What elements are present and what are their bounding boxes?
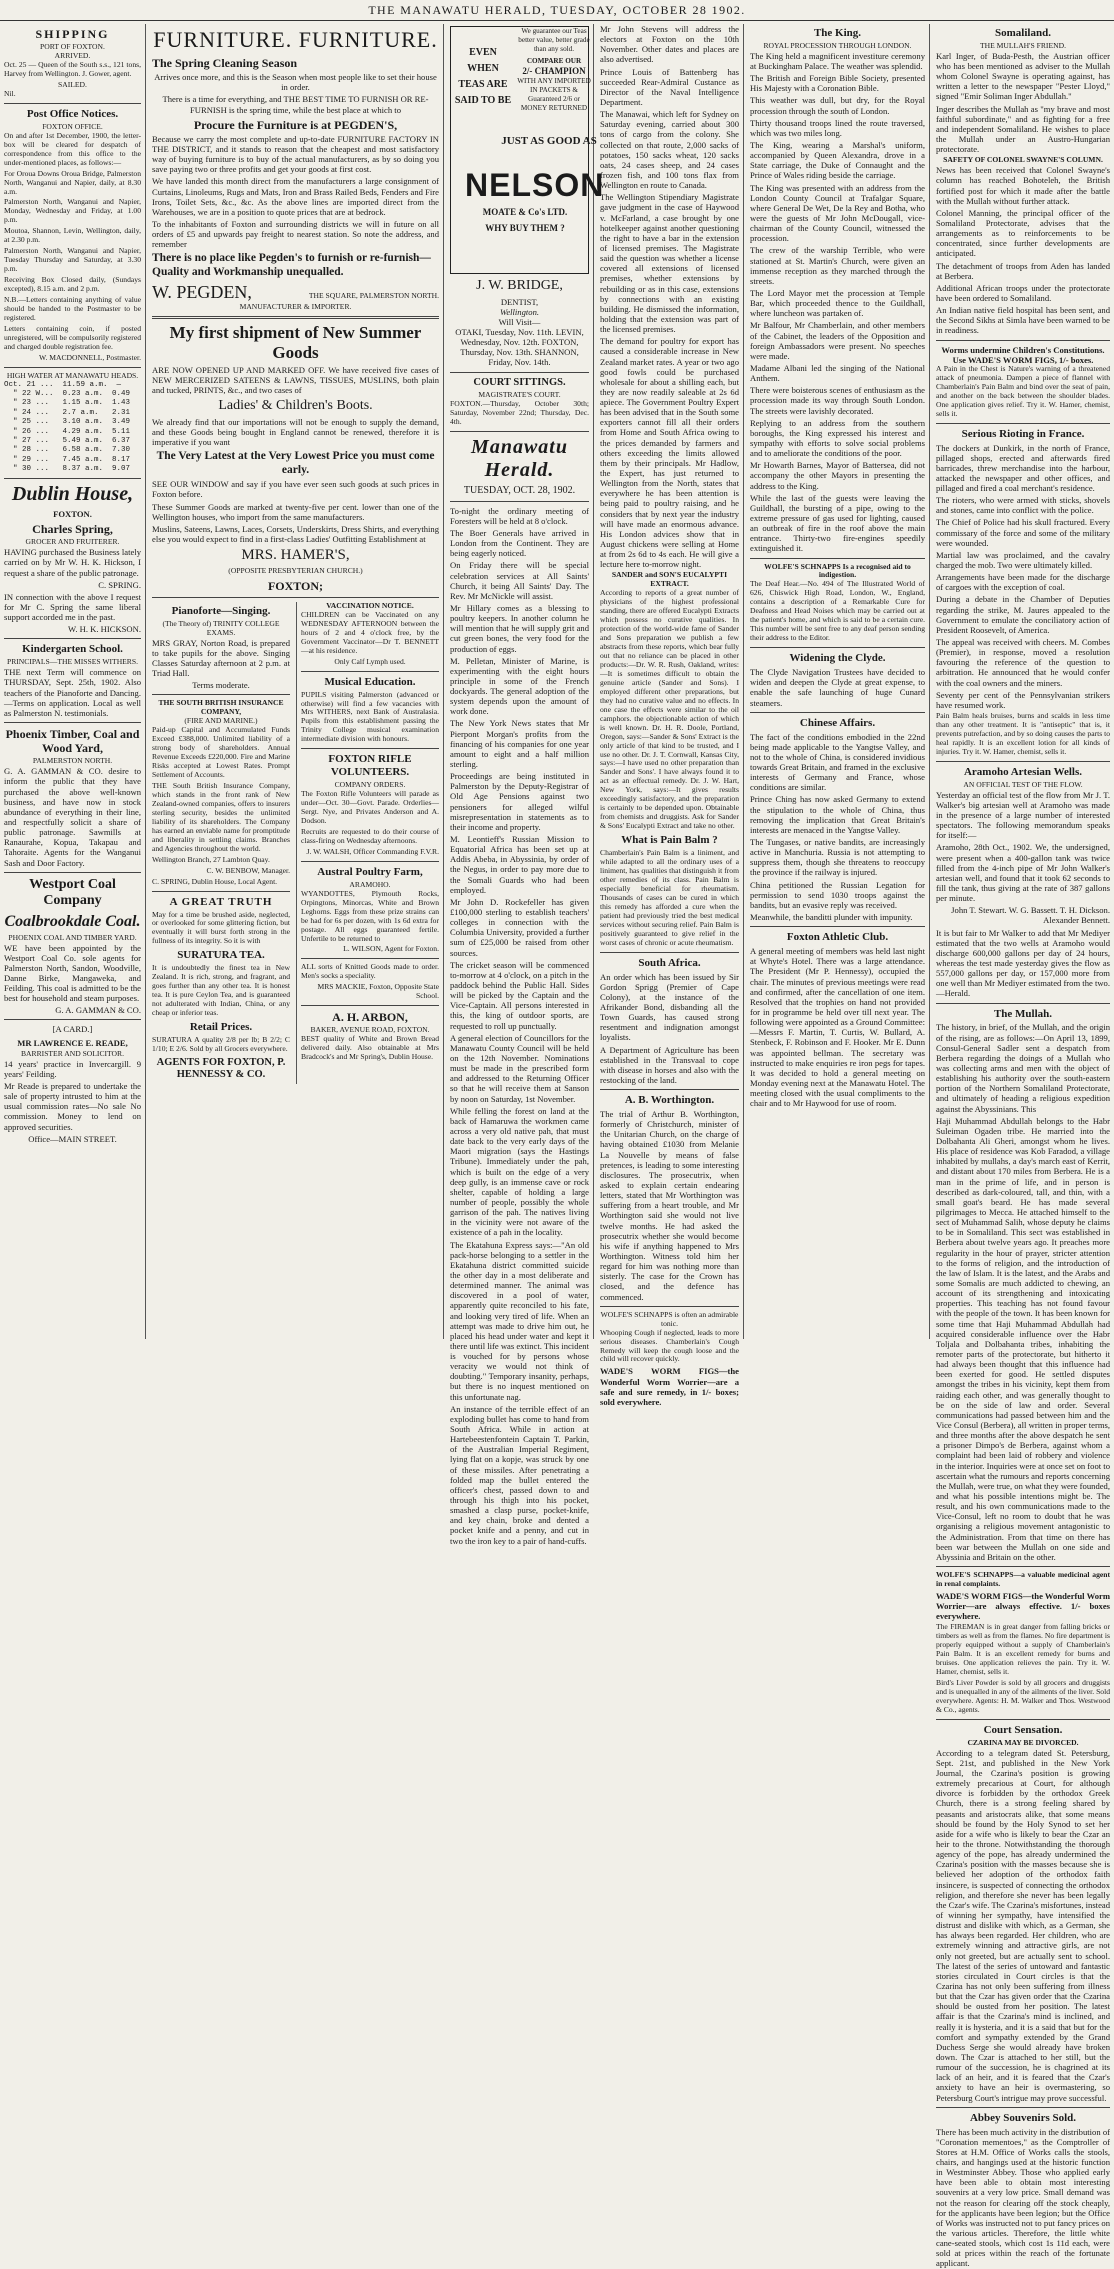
news-text-13: The Ekatahuna Express says:—"An old pack-horse belonging to a settler in the Ekatahuna district committed suicide the other day in a most deliberate and determined manner. The animal was discovered in a pool of water, apparently quite reconciled to his fate, and looking very tired of life. When an attempt was made to drive him out, he placed his head under water and kept it there until life was extinct. This incident is vouched for by persons whose veracity we would not think of doubting." Temporary insanity, perhaps, but there is no inquest mentioned on this unfortunate nag. bbox=[450, 1239, 589, 1402]
bridge-visit: Will Visit— bbox=[498, 316, 541, 327]
column-3 bbox=[446, 24, 605, 1546]
insurance-text: Paid-up Capital and Accumulated Funds Exceed £388,000. Unlimited liability of a strong body of shareholders. Annual Revenue Exceeds £220,000. Fire and Marine Risks accepted at Lowest Rates. Prompt Settlement of Accounts. bbox=[152, 725, 290, 780]
news-text-1: To-night the ordinary meeting of Foresters will be held at 8 o'clock. bbox=[450, 505, 589, 526]
pain-balm-text: Chamberlain's Pain Balm is a liniment, and while adapted to all the ordinary uses of a liniment, has qualities that distinguish it from other remedies of its class. Pain Balm is especially beneficial for rheumatism. Thousands of cases can be cured in which this remedy has afforded a cure when the patient had previously tried the best medical services without securing relief. Pain Balm is positively guaranteed to give relief in the worst cases of chronic or acute rheumatism. bbox=[600, 848, 739, 947]
spring-signature: C. SPRING. bbox=[98, 579, 141, 590]
whooping-cough-text: Whooping Cough if neglected, leads to more serious diseases. Chamberlain's Cough Remedy will keep the cough loose and the child will recover quickly. bbox=[600, 1327, 739, 1364]
kindergarten-heading: Kindergarten School. bbox=[22, 643, 123, 656]
pegden-sub: MANUFACTURER & IMPORTER. bbox=[239, 301, 352, 311]
coal-text: WE have been appointed by the Westport Coal Co. sole agents for Palmerston North, Sandon, Woodville, Danne Birke, Mangaweka, and Feilding. This coal is admitted to be the best for household and steam purposes. bbox=[4, 942, 141, 1004]
col4-text-3: The Manawai, which left for Sydney on Saturday evening, carried about 300 tons of cargo from the colony. She collected on that route, 2,000 sacks of potatoes, 150 sacks wheat, 120 sacks oats, 24 cases sheep, and 24 cases frozen fish, and 100 tons flax from Wellington en route to Canada. bbox=[600, 109, 739, 191]
coal-signature: G. A. GAMMAN & CO. bbox=[55, 1005, 141, 1016]
knitting-signature: MRS MACKIE, Foxton, Opposite State School. bbox=[317, 982, 439, 1001]
south-africa-text-2: A Department of Agriculture has been established in the Transvaal to cope with disease in horses and also with the restocking of the land. bbox=[600, 1044, 739, 1085]
court-heading: COURT SITTINGS. bbox=[473, 376, 566, 388]
post-text-4: Moutoa, Shannon, Levin, Wellington, daily, at 2.30 p.m. bbox=[4, 226, 141, 245]
poultry-heading: Austral Poultry Farm, bbox=[317, 865, 423, 878]
just-as-text: JUST AS GOOD AS bbox=[501, 135, 597, 147]
reade-text: 14 years' practice in Invercargill. 9 years' Feilding. bbox=[4, 1058, 141, 1079]
worthington-text: The trial of Arthur B. Worthington, formerly of Christchurch, minister of the Unitarian Church, on the charge of having obtained £1030 from Melanie La Nouvelle by means of false pretences, is leading to some interesting disclosures. The prosecutrix, when asked to explain certain endearing letters, stated that Mr Worthington was suffering from a heart trouble, and Mr Worthington said she would not live twelve months. He had asked the prosecutrix whether she would become his wife if anything happened to Mrs Worthington. Witness told him her regard for him was nothing more than sisterly. The case for the Crown has closed, and the defence has commenced. bbox=[600, 1109, 739, 1302]
king-text-7: The crew of the warship Terrible, who were stationed at St. Martin's Church, were given an immense reception as they marched through the streets. bbox=[750, 245, 925, 286]
phoenix-sub: PALMERSTON NORTH. bbox=[32, 756, 113, 766]
coal-sub: PHOENIX COAL AND TIMBER YARD. bbox=[8, 932, 137, 942]
insurance-text-2: THE South British Insurance Company, which stands in the front rank of New Zealand-owned companies, offers to insurers sterling security, besides the unlimited liability of its shareholders. The Company has earned an enviable name for promptitude and liberality in settling claims. Branches and Agencies throughout the world. bbox=[152, 781, 290, 853]
post-text-6: Receiving Box Closed daily, (Sundays excepted), 8.15 a.m. and 2 p.m. bbox=[4, 275, 141, 294]
south-africa-heading: South Africa. bbox=[638, 956, 701, 969]
somaliland-text-1: Karl Inger, of Buda-Pesth, the Austrian officer who has been mentioned as adviser to the Mullah whom Colonel Swayne is operating against, has written a letter to the newspaper "Pester Lloyd," signed "Emir Soliman Inger Abdullah." bbox=[936, 50, 1110, 102]
rioting-text-6: During a debate in the Chamber of Deputies regarding the strike, M. Jaures appealed to the Government to emulate the conciliatory action of President Roosevelt, of America. bbox=[936, 594, 1110, 635]
bridge-text: OTAKI, Tuesday, Nov. 11th. LEVIN, Wednesday, Nov. 12th. FOXTON, Thursday, Nov. 13th. SHANNON, Friday, Nov. 14th. bbox=[455, 326, 584, 368]
news-text-11: A general election of Councillors for the Manawatu County Council will be held on the 12th November. Nominations must be made in the prescribed form and addressed to the Returning Officer so that he will receive them at Sanson by noon on Saturday, 1st November. bbox=[450, 1032, 589, 1104]
shipment-text-4: These Summer Goods are marked at twenty-five per cent. lower than one of the Wellington houses, who import from the same manufacturers. bbox=[152, 501, 439, 522]
safety-text-5: An Indian native field hospital has been sent, and the Second Sikhs at Simla have been warned to be in readiness. bbox=[936, 305, 1110, 336]
tea-guarantee: We guarantee our Teas better value, better grade than any sold. bbox=[518, 27, 590, 53]
insurance-sub: (FIRE AND MARINE.) bbox=[184, 716, 258, 726]
king-sub: ROYAL PROCESSION THROUGH LONDON. bbox=[763, 40, 912, 50]
procure-heading: Procure the Furniture is at PEGDEN'S, bbox=[193, 117, 398, 132]
boots-heading: Ladies' & Children's Boots. bbox=[218, 398, 373, 414]
suratura-text: It is undoubtedly the finest tea in New Zealand. It is rich, strong, and fragrant, and goes further than any other tea. It is honest tea. It is pure Ceylon Tea, and is guaranteed not adulterated with Indian, China, or any cheap or inferior teas. bbox=[152, 963, 290, 1018]
hamer-sub: (OPPOSITE PRESBYTERIAN CHURCH.) bbox=[228, 565, 363, 575]
shipment-text-2: We already find that our importations will not be enough to supply the demand, and these Goods being bought in England cannot be renewed, therefore it is imperative if you want bbox=[152, 416, 439, 447]
news-text-2: The Boer Generals have arrived in London from the Continent. They are being eagerly noticed. bbox=[450, 527, 589, 559]
dublin-house-sub: FOXTON. bbox=[53, 508, 92, 519]
king-text-12: Replying to an address from the southern boroughs, the King expressed his interest and sympathy with efforts to solve social problems and to ameliorate the conditions of the poor. bbox=[750, 417, 925, 459]
piano-sub: (The Theory of) TRINITY COLLEGE EXAMS. bbox=[162, 618, 280, 637]
why-buy-text: WHY BUY THEM ? bbox=[485, 223, 565, 233]
safety-heading: SAFETY OF COLONEL SWAYNE'S COLUMN. bbox=[943, 155, 1103, 165]
court-sub: MAGISTRATE'S COURT. bbox=[478, 389, 561, 399]
south-africa-text: An order which has been issued by Sir Gordon Sprigg (Premier of Cape Colony), at the instance of the Afrikander Bond, disbanding all the Town Guards, has caused strong resentment and indignation amongst loyalists. bbox=[600, 971, 739, 1043]
safety-text-3: The detachment of troops from Aden has landed at Berbera. bbox=[936, 260, 1110, 281]
no-place-heading: There is no place like Pegden's to furnish or re-furnish—Quality and Workmanship unequalled. bbox=[152, 252, 431, 278]
post-text-8: Letters containing coin, if posted unregistered, will be compulsorily registered and charged double registration fee. bbox=[4, 323, 141, 351]
sailed-label: SAILED. bbox=[58, 79, 87, 89]
worthington-heading: A. B. Worthington. bbox=[624, 1094, 715, 1107]
news-text-3: On Friday there will be special celebration services at All Saints' Church, it being All Saints' Day. The Rev. Mr McNickle will assist. bbox=[450, 560, 589, 601]
chinese-heading: Chinese Affairs. bbox=[799, 716, 876, 729]
arbon-sub: BAKER, AVENUE ROAD, FOXTON. bbox=[310, 1025, 430, 1035]
column-2-right bbox=[296, 602, 439, 1084]
kindergarten-text: THE next Term will commence on THURSDAY, Sept. 25th, 1902. Also teachers of the Pianoforte and Dancing.—Terms on application. Local as well as Palmerston N. testimonials. bbox=[4, 667, 141, 718]
clyde-heading: Widening the Clyde. bbox=[789, 652, 886, 665]
rioting-text-9: Pain Balm heals bruises, burns and scalds in less time than any other treatment. It is "antiseptic" that is, it prevents putrefaction, and by so doing causes the parts to heal rapidly. It is an excellent lotion for all kinds of injuries. Try it. W. Hamer, chemist, sells it. bbox=[936, 711, 1110, 756]
furniture-text-1: Arrives once more, and this is the Season when most people like to set their house in order. bbox=[154, 72, 437, 93]
even-when-text: EVEN WHEN TEAS ARE SAID TO BE bbox=[454, 47, 512, 106]
hickson-text: IN connection with the above I request for Mr C. Spring the same liberal support accorded me in the past. bbox=[4, 591, 141, 623]
rifle-heading: FOXTON RIFLE VOLUNTEERS. bbox=[328, 753, 412, 779]
king-text-1: The King held a magnificent investiture ceremony at Buckingham Palace. The weather was splendid. bbox=[750, 50, 925, 72]
nelson-brand: NELSON bbox=[465, 167, 605, 203]
abbey-heading: Abbey Souvenirs Sold. bbox=[969, 2111, 1077, 2124]
vaccination-note: Only Calf Lymph used. bbox=[334, 656, 406, 666]
agents-heading: AGENTS FOR FOXTON, P. HENNESSY & CO. bbox=[156, 1056, 286, 1081]
chinese-text-1: The fact of the conditions embodied in the 22nd being made applicable to the Yangtse Valley, and not to the whole of China, is considered invidious towards Great Britain, and framed in the exclusive interests of Germany and France, whose conditions are similar. bbox=[750, 731, 925, 793]
tea-advert-right bbox=[515, 27, 593, 113]
post-text-3: Palmerston North, Wanganui and Napier, Monday, Wednesday and Friday, at 1.00 p.m. bbox=[4, 197, 141, 225]
worms-heading: Worms undermine Children's Constitutions. Use WADE'S WORM FIGS, 1/- boxes. bbox=[941, 344, 1105, 365]
furniture-text-2: There is a time for everything, and THE BEST TIME TO FURNISH OR RE-FURNISH is the spring time, while the best place at which to bbox=[162, 94, 429, 115]
post-text-2: For Oroua Downs Oroua Bridge, Palmerston North, Wanganui and Napier, daily, at 8.30 a.m. bbox=[4, 168, 141, 196]
tide-table: Oct. 21 ... 11.59 a.m. — " 22 W... 0.23 a.m. 0.49 " 23 ... 1.15 a.m. 1.43 " 24 ... 2.7 a.m. 2.31 " 25 ... 3.10 a.m. 3.49 " 26 ... 4.29 a.m. 5.11 " 27 ... 5.49 a.m. 6.37 " 28 ... 6.58 a.m. 7.30 " 29 ... 7.45 a.m. 8.17 " 30 ... 8.37 a.m. 9.07 bbox=[4, 380, 131, 473]
deaf-text: The Deaf Hear.—No. 494 of The Illustrated World of 626, Chiswick High Road, London, W., England, contains a description of a Remarkable Cure for Deafness and Head Noises which may be carried out at the patient's home, and which is said to be a certain cure. This number will be sent free to any deaf person sending their address to the Editor. bbox=[750, 579, 925, 643]
col4-text-4: The Wellington Stipendiary Magistrate gave judgment in the case of Haywood v. McFarland, a case brought by one hotelkeeper against another questioning the right to have a bar in the extension of licensed premises. The Magistrate said the question was whether a license covered all extensions of licensed premises, whether extensions by rebuilding or as in this case, extensions by connections with an existing building. He dismissed the information, holding that the extension was part of the licensed premises. bbox=[600, 192, 739, 335]
truth-text: May for a time be brushed aside, neglected, or overlooked for some glittering fiction, but eventually it will burst forth strong in the fullness of its integrity. So it is with bbox=[152, 909, 290, 946]
retail-text: SURATURA A quality 2/8 per lb; B 2/2; C 1/10; E 2/6. Sold by all Grocers everywhere. bbox=[152, 1034, 290, 1053]
worms-text: A Pain in the Chest is Nature's warning of a threatened attack of pneumonia. Dampen a piece of flannel with Chamberlain's Pain Balm and bind over the seat of pain, and another on the back between the shoulder blades. One application gives relief. Try it. W. Hamer, chemist, sells it. bbox=[936, 363, 1110, 418]
news-text-5: M. Pelletan, Minister of Marine, is experimenting with the eight hours principle in some of the French dockyards. The general adoption of the system depends upon the amount of work done. bbox=[450, 655, 589, 717]
chinese-text-2: Prince Ching has now asked Germany to extend the stipulation to the whole of China, thus removing the implication that Great Britain's interests are menaced in the Yangtse Valley. bbox=[750, 794, 925, 835]
insurance-heading: THE SOUTH BRITISH INSURANCE COMPANY, bbox=[158, 698, 284, 717]
musical-heading: Musical Education. bbox=[324, 675, 416, 688]
post-text-5: Palmerston North, Wanganui and Napier, Tuesday Thursday and Saturday, at 3.30 p.m. bbox=[4, 246, 141, 274]
safety-text-4: Additional African troops under the protectorate have been ordered to Somaliland. bbox=[936, 282, 1110, 303]
haji-text: Haji Muhammad Abdullah belongs to the Habr Suleiman Ogaden tribe. He married into the Dolbahanta Ali Gheri, amongst whom he lives. His place of residence was Kob Faradod, a village inhabited by mullahs, a day's march east of Kerrit, and distant about 170 miles from Berbera. He is a man in the prime of life, and in person is described as dark-coloured, tall, and thin, with a small goat's beard. He has made several pilgrimages to Mecca. He attached himself to the sect of Muhammad Salih, whose deputy he claims to be in Somaliland. This sect was established in Berbera about twelve years ago. It preaches more regularity in the hour of prayer, stricter attention to the forms of religion, and the introduction of the law of Islam. It is the latest, and the Arabs and some Somalis are much addicted to chewing, an account of its strengthening and intoxicating properties. This teaching has not found favour with the people of the town. It has been known for some time that Haji Muhammad Abdullah had acquired considerable influence over the Habr Toljala and Dolbahanta tribes, inhabiting the remoter parts of the protectorate, but hitherto it had always been thought that this influence had been exerted for good. He settled disputes amongst the tribes in his vicinity, kept them from raiding each other, and was generally thought to be on the side of law and order. Several communications had passed between him and the Vice Consul (Berbera), all written in proper terms, and three months after the above despatch he sent a prisoner Dimpo's de Berbera, against whom a complaint had been laid of robbery and violence in the interior. Inquiries were at once set on foot to ascertain what the rumours and reports concerning the Mullah, were true, on what they were founded, and what his possible intentions might be. The result, and his own communications made to the Vice-Consul, left no room to doubt that he was organising a religious movement antagonistic to the Administration. From that time on there has been war between the Mullah on one side and Abyssinia and Britain on the other. bbox=[936, 1115, 1110, 1562]
truth-heading: A GREAT TRUTH bbox=[169, 895, 273, 908]
piano-terms: Terms moderate. bbox=[192, 680, 250, 691]
with-any-text: WITH ANY IMPORTED IN PACKETS & Guaranteed 2/6 or MONEY RETURNED bbox=[517, 77, 591, 113]
mullah-text: The history, in brief, of the Mullah, and the origin of the rising, are as follows:—On April 13, 1899, Consul-General Sadler sent a despatch from Berbera regarding the doings of a Mullah who was collecting arms and men with the object of establishing his authority over the south-eastern portion of the Northern Somaliland Protectorate, and ultimately of heading a religious expedition against the Abyssinians. This bbox=[936, 1022, 1110, 1114]
kindergarten-sub: PRINCIPALS—THE MISSES WITHERS. bbox=[6, 657, 138, 667]
fireman-text: The FIREMAN is in great danger from falling bricks or timbers as well as from the flames. No fire department is properly equipped without a supply of Chamberlain's Pain Balm. It is an excellent remedy for burns and bruises. One application relieves the pain. Try it. W. Hamer, chemist, sells it. bbox=[936, 1622, 1110, 1677]
vaccination-heading: VACCINATION NOTICE. bbox=[326, 600, 414, 610]
reade-heading: MR LAWRENCE E. READE, bbox=[17, 1037, 128, 1048]
chinese-text-3: The Tungases, or native bandits, are increasingly active in Manchuria. Russia is not attempting to suppress them, though she threatens to reoccupy the province if the railway is injured. bbox=[750, 837, 925, 878]
news-text-12: While felling the forest on land at the back of Hamaruwa the workmen came across a very old native pah, that must date back to the very early days of the Maori migration (says the Hastings Tribune). Immediately under the pah, which is built on the edge of a very deep gully, is an immense cave or rock shelter, capable of holding a large number of people, possibly the whole garrison of the pah. The natives living in the vicinity were not aware of the existence of a pah in the locality. bbox=[450, 1105, 589, 1238]
pain-balm-heading: What is Pain Balm ? bbox=[621, 834, 718, 847]
post-office-heading: Post Office Notices. bbox=[26, 107, 119, 120]
insurance-agent: C. SPRING, Dublin House, Local Agent. bbox=[152, 876, 278, 886]
mullah-heading: The Mullah. bbox=[993, 1007, 1053, 1020]
liver-powder-text: Bird's Liver Powder is sold by all grocers and druggists and is unequalled in any of the ailments of the liver. Sold everywhere. Agents: H. M. Walker and Thos. Westwood & Co., agents. bbox=[936, 1677, 1110, 1714]
somaliland-text-2: Inger describes the Mullah as "my brave and most faithful subordinate," and as fighting for a free and independent Somaliland. He wishes to place the Mullah under an Austro-Hungarian protectorate. bbox=[936, 103, 1110, 155]
aramoho-text-3: It is but fair to Mr Walker to add that Mr Mediyer estimated that the two wells at Aramoho would discharge 600,000 gallons per day of 24 hours, whereas the test made yesterday gives the flow as 557,000 gallons per day, or 157,000 more from one well than Mr Mediyer estimated from the two.—Herald. bbox=[936, 927, 1110, 999]
court-text: FOXTON.—Thursday, October 30th; Saturday, November 22nd; Thursday, Dec. 4th. bbox=[450, 398, 589, 426]
nelson-company: MOATE & Co's LTD. bbox=[482, 207, 568, 217]
column-4 bbox=[596, 24, 744, 1407]
col4-text-1: Mr John Stevens will address the electors at Foxton on the 10th November. Other dates and places are also advertised. bbox=[600, 24, 739, 65]
insurance-address: Wellington Branch, 27 Lambton Quay. bbox=[152, 854, 270, 864]
king-text-14: While the last of the guests were leaving the Guildhall, the bursting of a pipe, owing to the extreme pressure of gas used for lighting, caused an outbreak of fire in the roof above the main entrance. Thirty-two fire-engines speedily extinguished it. bbox=[750, 492, 925, 554]
arrived-text: Oct. 25 — Queen of the South s.s., 121 tons, Harvey from Wellington. J. Gower, agent. bbox=[4, 60, 141, 79]
hamer-heading: MRS. HAMER'S, bbox=[241, 547, 350, 564]
card-label: [A CARD.] bbox=[52, 1024, 93, 1035]
post-text-1: On and after 1st December, 1900, the letter-box will be cleared for despatch of correspondence from this office to the under-mentioned places, as follows:— bbox=[4, 130, 141, 167]
czarina-heading: CZARINA MAY BE DIVORCED. bbox=[967, 1737, 1079, 1747]
news-text-9: Mr John D. Rockefeller has given £100,000 sterling to establish teachers' colleges in connection with the Columbia University, provided a further sum of £25,000 be raised from other sources. bbox=[450, 896, 589, 958]
safety-text-1: News has been received that Colonel Swayne's column has reached Bohoteleh, the British fortified post for which it made after the battle with the Mullah without further attack. bbox=[936, 165, 1110, 206]
king-text-5: The King, wearing a Marshal's uniform, accompanied by Queen Alexandra, drove in a State carriage, the Duke of Connaught and the Prince of Wales riding beside the carriage. bbox=[750, 140, 925, 181]
charles-spring-sub: GROCER AND FRUITERER. bbox=[25, 537, 120, 547]
reade-sub: BARRISTER AND SOLICITOR. bbox=[20, 1048, 125, 1058]
rioting-text-5: Arrangements have been made for the discharge of cargoes with the exception of coal. bbox=[936, 572, 1110, 593]
rioting-text-7: The appeal was received with cheers. M. Combes (Premier), in response, moved a resolution favouring the reference of the question to arbitration. He announced that he would confer with the coal owners and the miners. bbox=[936, 637, 1110, 688]
port-heading: PORT OF FOXTON. bbox=[40, 42, 105, 52]
rifle-text-2: Recruits are requested to do their course of class-firing on Wednesday afternoons. bbox=[301, 826, 439, 845]
bridge-heading: J. W. BRIDGE, bbox=[476, 278, 563, 293]
post-text-7: N.B.—Letters containing anything of value should be handed to the Postmaster to be registered. bbox=[4, 295, 141, 322]
wolfe-heading: WOLFE'S SCHNAPPS Is a recognised aid to indigestion. bbox=[764, 561, 911, 580]
arrived-label: ARRIVED. bbox=[54, 51, 91, 61]
aramoho-sub: AN OFFICIAL TEST OF THE FLOW. bbox=[963, 779, 1083, 789]
bridge-town: Wellington. bbox=[499, 306, 540, 317]
nil-text: Nil. bbox=[4, 88, 16, 98]
coalbrookdale-heading: Coalbrookdale Coal. bbox=[4, 912, 141, 930]
safety-text-2: Colonel Manning, the principal officer of the Somaliland Protectorate, advises that the arrangements as to reinforcements to be concentrated, since further developments are anticipated. bbox=[936, 207, 1110, 259]
rioting-text-3: The Chief of Police had his skull fractured. Every commissary of the force and some of the military were wounded. bbox=[936, 517, 1110, 548]
wade-notice-2: WADE'S WORM FIGS—the Wonderful Worm Worrier—are always effective. 1/- boxes everywhere. bbox=[936, 1590, 1110, 1622]
champion-text: 2/- CHAMPION bbox=[522, 66, 586, 76]
clyde-text: The Clyde Navigation Trustees have decided to widen and deepen the Clyde at great expense, to enable the safe launching of huge Cunard steamers. bbox=[750, 667, 925, 708]
knitting-text: ALL sorts of Knitted Goods made to order. Men's socks a speciality. bbox=[301, 962, 439, 981]
abbey-text: There has been much activity in the distribution of "Coronation mementoes," as the Comptroller of Stores at H.M. Office of Works calls the stools, chairs, and hangings used at the historic function in Westminster Abbey. Those who applied early have been able to obtain most interesting souvenirs at a very low price. Small demand was not the reason for clearing off the stock cheaply, for the applicants have been legion; but the Office of Works was instructed not to put fancy prices on the various articles. Therefore, the little white cane-seated stools, which cost 1s 11d each, were sold at prices within the reach of the fortunate applicant. bbox=[936, 2126, 1110, 2269]
bridge-sub: DENTIST, bbox=[500, 296, 539, 307]
hamer-town: FOXTON; bbox=[267, 578, 324, 593]
arbon-text: BEST quality of White and Brown Bread delivered daily. Also obtainable at Mrs Bradcock's and Mr Spring's, Dublin House. bbox=[301, 1034, 439, 1062]
spring-cleaning-heading: The Spring Cleaning Season bbox=[152, 55, 298, 70]
furniture-text-3: Because we carry the most complete and up-to-date FURNITURE FACTORY IN THE DISTRICT, and it stands to reason that the cheapest and most satisfactory way of buying furniture is to buy of the actual manufacturers, as by so doing you save paying two or three profits and get your goods at first cost. bbox=[152, 133, 439, 175]
nelson-tea-advert bbox=[450, 26, 605, 274]
westport-heading: Westport Coal Company bbox=[29, 876, 116, 909]
vaccination-text: CHILDREN can be Vaccinated on any WEDNESDAY AFTERNOON between the hours of 2 and 4 o'clock free, by the Government Vaccinator—Dr T. BENNETT—at his residence. bbox=[301, 609, 439, 655]
phoenix-heading: Phoenix Timber, Coal and Wood Yard, bbox=[5, 726, 140, 756]
king-text-2: The British and Foreign Bible Society, presented His Majesty with a Coronation Bible. bbox=[750, 73, 925, 94]
rifle-sub: COMPANY ORDERS. bbox=[334, 780, 406, 790]
news-text-14: An instance of the terrible effect of an exploding bullet has come to hand from South Africa. While in action at Hartebeestenfontein Captain T. Parkin, of the Australian Imperial Regiment, lying flat on a kopje, was struck by one of these missiles. After penetrating a folded map the bullet entered the officer's chest, passed down to and through his thigh into his pocket, smashed a clasp purse, pocket-knife, and key chain, broke and dented a pocket knife and a penny, and cut in two the iron key to a pair of hand-cuffs. bbox=[450, 1403, 589, 1546]
wolfe-notice-2: WOLFE'S SCHNAPPS—a valuable medicinal agent in renal complaints. bbox=[936, 1569, 1110, 1588]
king-text-9: Mr Balfour, Mr Chamberlain, and other members of the Cabinet, the leaders of the Opposition and foreign Ambassadors were present. No speeches were made. bbox=[750, 320, 925, 361]
col4-text-5: The demand for poultry for export has caused a considerable increase in New Zealand market rates. A year or two ago good fowls could be purchased wholesale for about a shilling each, but they are now readily saleable at 2s 6d apiece. The Government Poultry Expert has been advised that in the South some exporters cannot fill all their orders from Home and South Africa owing to the prices demanded by farmers and others exceeding the limits allowed them by their principals. Mr Hadlow, the Expert, has just returned to Wellington from the North, states that everywhere he has been attention is being paid to poultry raising, and he considers that by next year the industry will have made an enormous advance. His London advices show that in August chickens were selling at Home at from 2s 6d to 4s each. He will give a lecture here to-morrow night. bbox=[600, 336, 739, 570]
rioting-text-4: Martial law was proclaimed, and the cavalry charged the mob. Two were ultimately killed. bbox=[936, 549, 1110, 571]
poultry-sub: ARAMOHO. bbox=[349, 879, 391, 889]
arbon-heading: A. H. ARBON, bbox=[332, 1010, 408, 1025]
news-text-8: M. Leontieff's Russian Mission to Equatorial Africa has been set up at Addis Abeba, in Abyssinia, by order of the Negus, in order to pay more due to the Somali Guards who had been employed. bbox=[450, 834, 589, 895]
dublin-house-heading: Dublin House, bbox=[11, 483, 134, 506]
musical-text: PUPILS visiting Palmerston (advanced or otherwise) will find a few vacancies with Mrs WITHERS, next Bank of Australasia. Pupils from this establishment passing the Trinity College musical examination intermediate division with honours. bbox=[301, 689, 439, 744]
news-text-7: Proceedings are being instituted in Palmerston by the Deputy-Registrar of Old Age Pensions against two pensioners for alleged wilful misrepresentation in statements as to their income and property. bbox=[450, 771, 589, 832]
king-text-10: Madame Albani led the singing of the National Anthem. bbox=[750, 363, 925, 384]
col4-text-2: Prince Louis of Battenberg has succeeded Rear-Admiral Custance as Director of the Naval Intelligence Department. bbox=[600, 66, 739, 107]
column-2-left bbox=[152, 602, 290, 1084]
news-text-6: The New York News states that Mr Pierpont Morgan's profits from the financing of his companies for one year amount to eight and a half million sterling. bbox=[450, 718, 589, 770]
column-1 bbox=[0, 24, 146, 1339]
rifle-text: The Foxton Rifle Volunteers will parade as under—Oct. 30—Govt. Parade. Orderlies—Sergt. Nye, and Privates Anderson and A. Dodson. bbox=[301, 789, 439, 826]
czarina-text: According to a telegram dated St. Petersburg, Sept. 21st, and published in the New York Journal, the Czarina's position is growing extremely precarious at Court, for although divorce is forbidden by the orthodox Greek Church, there is a strong feeling shared by peasants and aristocrats alike, that some means should be found by the Holy Synod to set her aside for a wife who is likely to bear the Czar an heir to the throne. Notwithstanding the thorough agency of the pope, has already undermined the Czarina's position with the masses because she is believed her adoption of the orthodox faith insincere, is suspected of connecting the orthodox religion, and therefore she never has been legally the Czar's wife. The Czarina's misfortunes, instead of winning her sympathy, have intensified the distrust and dislike with which, as a German, she has always been regarded. Her children, who are extremely winning and attractive girls, are not only not greeted, but are actually sent to school. The latest of the series of untoward and fantastic stories circulated in Court circles is that the Czarina has not only been suffering from illness but that the Czar has given order that the Czarina should be ousted from her position. The latest affair is that the Czarina's mind is inclined, and really it is hysteria, and it is a said that but for the comfort and sympathy extended by the Grand Duchess Serge she would already have broken down. The Czar is attached to her still, but the rumour of the succession, he is chagrined at its lack of an heir, and it is feared that the Czar's anxiety to have an heir is overmastering, so Petersburg Court's intrigue may prove successful. bbox=[936, 1747, 1110, 2103]
king-text-4: Thirty thousand troops lined the route traversed, which was two miles long. bbox=[750, 117, 925, 138]
news-text-4: Mr Hillary comes as a blessing to poultry keepers. In another column he will mention that he will supply grit and cut green bones, the very food for the production of eggs. bbox=[450, 602, 589, 654]
athletic-text: A general meeting of members was held last night at Whyte's Hotel. There was a large attendance. The President (Mr P. Hennessy), occupied the chair. The minutes of previous meetings were read and confirmed, after the cancellation of one item. Resolved that the trophies on hand not provided for in programme be held over till next year. The following were appointed as a Ground Committee:—Messrs F. Martin, T. Curtis, W. Bullard, A. Stenbeck, F. Robinson and F. Hooker. Mr E. Dunn was appointed bellman. The secretary was instructed to make enquiries re iron pegs for tapes. It was decided to hold a general meeting on Monday evening next at the Manawatu Hotel. The meeting closed with the usual compliments to the chair and to Mr Haywood for use of room. bbox=[750, 946, 925, 1109]
issue-date: TUESDAY, OCT. 28, 1902. bbox=[463, 484, 576, 496]
retail-heading: Retail Prices. bbox=[189, 1021, 253, 1034]
king-heading: The King. bbox=[813, 27, 862, 39]
reade-office: Office—MAIN STREET. bbox=[28, 1133, 117, 1144]
charles-spring-heading: Charles Spring, bbox=[32, 522, 113, 537]
king-text-11: There were boisterous scenes of enthusiasm as the procession made its way through South London. The streets were lavishly decorated. bbox=[750, 385, 925, 416]
pegden-name: W. PEGDEN, bbox=[152, 281, 252, 302]
furniture-text-5: To the inhabitants of Foxton and surrounding districts we will in future on all orders of £5 and upwards pay freight to nearest station. So note the address, and remember bbox=[152, 218, 439, 250]
shipment-text-5: Muslins, Sateens, Lawns, Laces, Corsets, Underskirts, Dress Shirts, and everything else you would expect to find in a first-class Ladies' Outfitting Establishment at bbox=[152, 523, 439, 544]
tide-heading: HIGH WATER AT MANAWATU HEADS. bbox=[6, 370, 139, 380]
chinese-text-4: China petitioned the Russian Legation for permission to send 1030 troops against the bandits, but an evasive reply was received. bbox=[750, 879, 925, 910]
shipment-text-3: SEE OUR WINDOW and say if you have ever seen such goods at such prices in Foxton before. bbox=[152, 479, 439, 500]
rioting-text-8: Seventy per cent of the Pennsylvanian strikers have resumed work. bbox=[936, 689, 1110, 710]
sander-heading: SANDER and SON'S EUCALYPTI EXTRACT. bbox=[611, 570, 728, 589]
rifle-signature: J. W. WALSH, Officer Commanding F.V.R. bbox=[306, 846, 439, 856]
court-sensation-heading: Court Sensation. bbox=[983, 1723, 1063, 1736]
chinese-text-5: Meanwhile, the banditti plunder with impunity. bbox=[750, 912, 913, 922]
paper-logo: Manawatu Herald. bbox=[471, 435, 568, 482]
phoenix-text: G. A. GAMMAN & CO. desire to inform the public that they have purchased the above well-known business, and have now in stock abundance of everything in their line, and respectfully solicit a share of public patronage. Sawmills at Ranaurahe, Kopua, Takapau and Tahoraite. Agents for the Wanganui Sash and Door Factory. bbox=[4, 766, 141, 868]
poultry-signature: L. WILSON, Agent for Foxton. bbox=[343, 944, 439, 954]
somaliland-heading: Somaliland. bbox=[995, 27, 1051, 39]
news-text-10: The cricket season will be commenced to-morrow at 4 o'clock, on a pitch in the paddock behind the Public Hall. Sides will be picked by the Captain and the Vice-Captain. All persons interested in this, the king of outdoor sports, are requested to roll up punctually. bbox=[450, 959, 589, 1031]
athletic-heading: Foxton Athletic Club. bbox=[786, 931, 889, 944]
mullah-friend-sub: THE MULLAH'S FRIEND. bbox=[980, 40, 1066, 50]
rioting-text-1: The dockers at Dunkirk, in the north of France, pillaged shops, erected and afterwards fired barricades, threw merchandise into the harbour, attacked the newspaper and other offices, and pillaged and fired a coal merchant's residence. bbox=[936, 442, 1110, 494]
king-text-6: The King was presented with an address from the London County Council at Trafalgar Square, where General De Wet, De la Rey and Botha, who were the guests of Mr John McDougall, vice-chairman of the County Council, witnessed the procession. bbox=[750, 182, 925, 244]
pegden-address: THE SQUARE, PALMERSTON NORTH. bbox=[308, 290, 439, 300]
post-signature: W. MACDONNELL, Postmaster. bbox=[38, 352, 141, 362]
shipment-heading: My first shipment of New Summer Goods bbox=[169, 322, 422, 362]
aramoho-heading: Aramoho Artesian Wells. bbox=[963, 765, 1083, 778]
king-text-8: The Lord Mayor met the procession at Temple Bar, which proceeded thence to the Guildhall, where luncheon was partaken of. bbox=[750, 288, 925, 319]
aramoho-text-1: Yesterday an official test of the flow from Mr J. T. Walker's big artesian well at Aramoho was made in the presence of a large number of interested spectators. The following memorandum speaks for itself:— bbox=[936, 789, 1110, 841]
rioting-text-2: The rioters, who were armed with sticks, shovels and stones, came into conflict with the police. bbox=[936, 495, 1110, 516]
latest-heading: The Very Latest at the Very Lowest Price you must come early. bbox=[156, 450, 435, 476]
reade-text-2: Mr Reade is prepared to undertake the sale of property intrusted to him at the usual commission rates—No sale No commission. Money to lend on approved securities. bbox=[4, 1081, 141, 1132]
post-office-sub: FOXTON OFFICE. bbox=[42, 121, 103, 131]
spring-text: HAVING purchased the Business lately carried on by Mr W. H. K. Hickson, I request a share of the public patronage. bbox=[4, 547, 141, 578]
shipping-heading: SHIPPING bbox=[35, 27, 110, 41]
piano-heading: Pianoforte—Singing. bbox=[171, 604, 271, 617]
aramoho-text-2: Aramoho, 28th Oct., 1902. We, the undersigned, were present when a 400-gallon tank was twice filled from the 4-inch pipe of Mr John Walker's artesian well, and found that it took 62 seconds to fill the tank, thus giving at the rate of 387 gallons per minute. bbox=[936, 842, 1110, 904]
column-6 bbox=[932, 24, 1114, 2269]
rioting-heading: Serious Rioting in France. bbox=[961, 427, 1085, 440]
suratura-heading: SURATURA TEA. bbox=[177, 949, 265, 962]
column-5 bbox=[746, 24, 930, 1339]
king-text-13: Mr Howarth Barnes, Mayor of Battersea, did not accompany the other Mayors in presenting the address to the King. bbox=[750, 460, 925, 491]
poultry-text: WYANDOTTES, Plymouth Rocks, Orpingtons, Minorcas, White and Brown Leghorns. Eggs from these prize strains can be had for 6s per dozen, with 1s 6d extra for postage. All eggs guaranteed fertile. Unfertile to be returned to bbox=[301, 888, 439, 943]
aramoho-signatures: John T. Stewart. W. G. Bassett. T. H. Dickson. Alexander Bennett. bbox=[951, 905, 1110, 926]
hickson-signature: W. H. K. HICKSON. bbox=[68, 624, 141, 635]
masthead: THE MANAWATU HERALD, TUESDAY, OCTOBER 28 1902. bbox=[0, 0, 1114, 21]
king-text-3: This weather was dull, but dry, for the Royal procession through the south of London. bbox=[750, 95, 925, 116]
compare-text: COMPARE OUR bbox=[526, 57, 582, 65]
furniture-heading: FURNITURE. FURNITURE. bbox=[153, 27, 438, 52]
insurance-signature: C. W. BENBOW, Manager. bbox=[206, 865, 290, 875]
column-2 bbox=[148, 24, 444, 1339]
sander-text: According to reports of a great number of physicians of the highest professional standing, there are offered Eucalypti Extracts which possess no curative qualities. In protection of the world-wide fame of Sander and Sons preparation we publish a few abstracts from these reports, which bear fully out that no reliance can be placed in other products:—Dr. W. R. Rush, Oakland, writes:—It is sometimes difficult to obtain the genuine article (Sander and Sons). I employed different other preparations, but they had no curative value and no effects. In one case the effects were similar to the oil camphors. the objectionable action of which is well known. Dr. H. R. Doole, Portland, Oregon, says:—Sander & Sons' Extract is the only article of that kind to be trusted, and I use no other. Dr. J. T. Cornwall, Kansas City, says:—I have used no other preparation than Sander and Sons'. I have always found it to act as an effectual remedy. Dr. J. W. Hart, New York, says:—It gives results exceedingly satisfactory, and the preparation is certainly to be depended upon. Obtainable from chemists and druggists. Ask for Sander & Sons' Eucalypti Extract and take no other. bbox=[600, 588, 739, 831]
piano-text: MRS GRAY, Norton Road, is prepared to take pupils for the above. Singing Classes Saturday afternoon at 2 p.m. at Triad Hall. bbox=[152, 637, 290, 679]
wade-notice: WADE'S WORM FIGS—the Wonderful Worm Worrier—are a safe and sure remedy, in 1/- boxes; sold everywhere. bbox=[600, 1366, 739, 1407]
furniture-text-4: We have landed this month direct from the manufacturers a large consignment of Curtains, Linoleums, Rugs and Mats, Iron and Brass Railed Beds, Fenders and Fire Irons, Toilet Sets, &c., &c. As the above lines are imported direct from the Warehouses, we are in a position to quote prices that are at bedrock. bbox=[152, 176, 439, 217]
shipment-text: ARE NOW OPENED UP AND MARKED OFF. We have received five cases of NEW MERCERIZED SATEENS & LAWNS, TISSUES, MUSLINS, both plain and tucked, PRINTS, &c., and two cases of bbox=[152, 364, 439, 396]
wolfe-notice: WOLFE'S SCHNAPPS is often an admirable tonic. bbox=[600, 1309, 739, 1328]
